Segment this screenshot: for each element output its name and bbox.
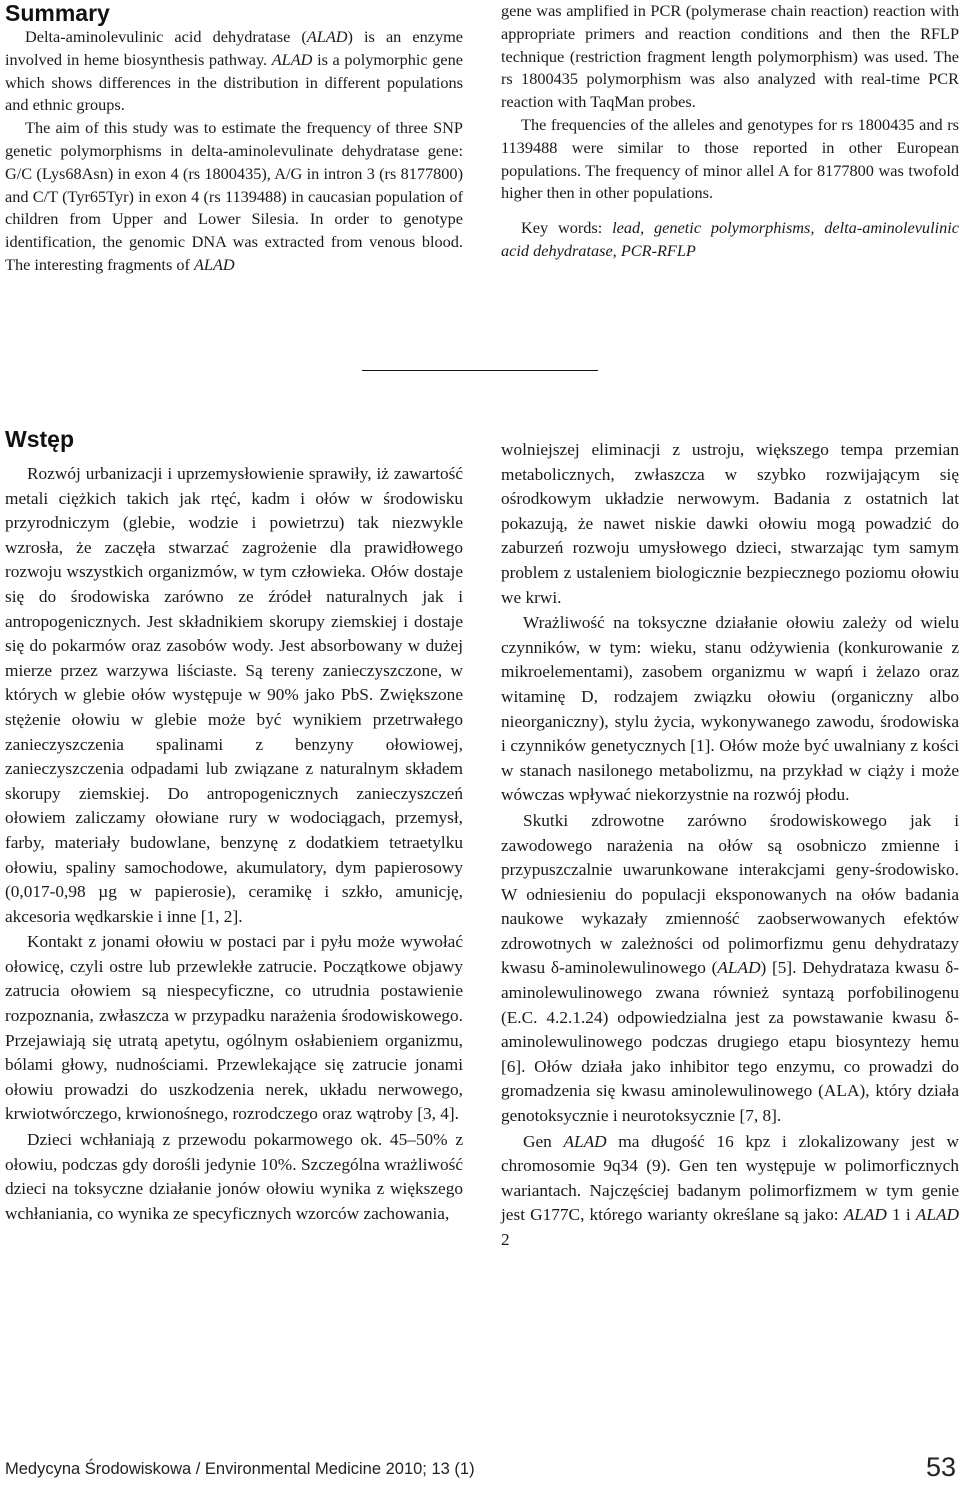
summary-paragraph-2-start: The aim of this study was to estimate the frequency of three SNP genetic polymorphisms in delta-aminolevulinate dehydratase gene: G/C (Lys68Asn) in exon 4 (rs 1800435), A/G in intron 3 (rs 8177800) and C/T (Tyr65Tyr) in exon 4 (rs 1139488) in caucasian population of children from Upper and Lower Silesia. In order to genotype identification, the genomic DNA was extracted from venous blood. The interesting fragments of ALAD: [5, 118, 463, 274]
keywords: [501, 217, 959, 263]
wstep-heading: Wstęp: [5, 426, 74, 452]
summary-left-column: [5, 0, 463, 277]
summary-paragraph-1: Delta-aminolevulinic acid dehydratase (ALAD) is an enzyme involved in heme biosynthesis pathway. ALAD is a polymorphic gene which shows differences in the distribution in different populations and ethnic groups.: [5, 27, 463, 115]
wstep-paragraph-2: Kontakt z jonami ołowiu w postaci par i pyłu może wywołać ołowicę, czyli ostre lub przewlekłe zatrucie. Początkowe objawy zatrucia ołowiem są niespecyficzne, co utrudnia postawienie rozpoznania, zwłaszcza w przypadku narażenia środowiskowego. Przejawiają się utratą apetytu, ogólnym osłabieniem organizmu, bólami głowy, nudnościami. Przewlekające się zatrucie jonami ołowiu prowadzi do uszkodzenia nerek, układu nerwowego, krwiotwórczego, krwionośnego, rozrodczego oraz wątroby [3, 4].: [5, 932, 463, 1124]
summary-paragraph-2-cont: gene was amplified in PCR (polymerase chain reaction) reaction with appropriate primers and reaction conditions and then the RFLP technique (restriction fragment length polymorphism) was used. The rs 1800435 polymorphism was also analyzed with real-time PCR reaction with TaqMan probes.: [501, 1, 959, 112]
wstep-left-column: [5, 426, 463, 1226]
wstep-paragraph-5: Skutki zdrowotne zarówno środowiskowego jak i zawodowego narażenia na ołów są osobniczo zmienne i przypuszczalnie uwarunkowane interakcjami geny-środowisko. W odniesieniu do populacji eksponowanych na ołów badania naukowe wykazały zmienność zaobserwowanych efektów zdrowotnych w zależności od polimorfizmu genu dehydratazy kwasu δ-aminolewulinowego (ALAD) [5]. Dehydrataza kwasu δ-aminolewulinowego zwana również syntazą porfobilinogenu (E.C. 4.2.1.24) odpowiedzialna jest za powstawanie kwasu δ-aminolewulinowego podczas drugiego etapu biosyntezy hemu [6]. Ołów działa jako inhibitor tego enzymu, co prowadzi do gromadzenia się kwasu aminolewulinowego (ALA), który działa genotoksycznie i neurotoksycznie [7, 8].: [501, 810, 959, 1126]
wstep-paragraph-4: Wrażliwość na toksyczne działanie ołowiu zależy od wielu czynników, w tym: wieku, stanu odżywienia (konkurowanie z mikroelementami), zasobem organizmu w wapń i żelazo oraz witaminę D, rodzajem związku ołowiu (organiczny albo nieorganiczny), stylu życia, wykonywanego zawodu, środowiska i czynników genetycznych [1]. Ołów może być uwalniany z kości w stanach nasilonego metabolizmu, na przykład w ciąży i może wówczas wpływać niekorzystnie na rozwój płodu.: [501, 613, 959, 805]
wstep-right-column: [501, 438, 959, 1253]
wstep-paragraph-3-cont: wolniejszej eliminacji z ustroju, większego tempa przemian metabolicznych, zwłaszcza w szybko rozwijającym się ośrodkowym układzie nerwowym. Badania z ostatnich lat pokazują, że nawet niskie dawki ołowiu mogą powadzić do zaburzeń rozwoju umysłowego dzieci, stwarzając tym samym problem z ustaleniem biologicznie bezpiecznego poziomu ołowiu we krwi.: [501, 440, 959, 607]
journal-footer: Medycyna Środowiskowa / Environmental Medicine 2010; 13 (1): [5, 1460, 475, 1478]
wstep-paragraph-1: Rozwój urbanizacji i uprzemysłowienie sprawiły, iż zawartość metali ciężkich takich jak rtęć, kadm i ołów w środowisku przyrodniczym (glebie, wodzie i powietrzu) tak niezwykle wzrosła, że zaczęła stwarzać zagrożenie dla prawidłowego rozwoju wszystkich organizmów, w tym człowieka. Ołów dostaje się do środowiska zarówno ze źródeł naturalnych jak i antropogenicznych. Jest składnikiem skorupy ziemskiej i dostaje się do pokarmów oraz zasobów wody. Jest absorbowany w dużej mierze przez warzywa liściaste. Są tereny zanieczyszczone, w których w glebie ołów występuje w 90% jako PbS. Zwiększone stężenie ołowiu w glebie może być wynikiem przetrwałego zanieczyszczenia spalinami z benzyny ołowiowej, zanieczyszczenia odpadami lub związane z naturalnym składem skorupy ziemskiej. Do antropogenicznych zanieczyszczeń ołowiem zaliczamy ołowiane rury w wodociągach, przemysł, farby, materiały budowlane, benzynę z dodatkiem tetraetylku ołowiu, spaliny samochodowe, akumulatory, dym papierosowy (0,017-0,98 µg w papierosie), ceramikę i szkło, amunicję, akcesoria wędkarskie i inne [1, 2].: [5, 464, 463, 926]
wstep-paragraph-3-start: Dzieci wchłaniają z przewodu pokarmowego ok. 45–50% z ołowiu, podczas gdy dorośli jedynie 10%. Szczególna wrażliwość dzieci na toksyczne działanie jonów ołowiu wynika z większego wchłaniania, co wynika ze specyficznych wzorców zachowania,: [5, 1130, 463, 1223]
keywords-label: Key words:: [521, 218, 603, 238]
keywords-text: lead, genetic polymorphisms, delta-aminolevulinic acid dehydratase, PCR-RFLP: [501, 218, 960, 260]
summary-paragraph-3: The frequencies of the alleles and genotypes for rs 1800435 and rs 1139488 were similar to those reported in other European populations. The frequency of minor allel A for 8177800 was twofold higher then in other populations.: [501, 114, 959, 203]
wstep-paragraph-6: Gen ALAD ma długość 16 kpz i zlokalizowany jest w chromosomie 9q34 (9). Gen ten występuje w polimorficznych wariantach. Najczęściej badanym polimorfizmem w tym genie jest G177C, którego warianty określane są jako: ALAD 1 i ALAD 2: [501, 1131, 959, 1249]
page-number: 53: [925, 1452, 956, 1482]
summary-right-column: [501, 0, 959, 263]
summary-heading: Summary: [5, 0, 110, 26]
section-divider: [362, 370, 598, 371]
